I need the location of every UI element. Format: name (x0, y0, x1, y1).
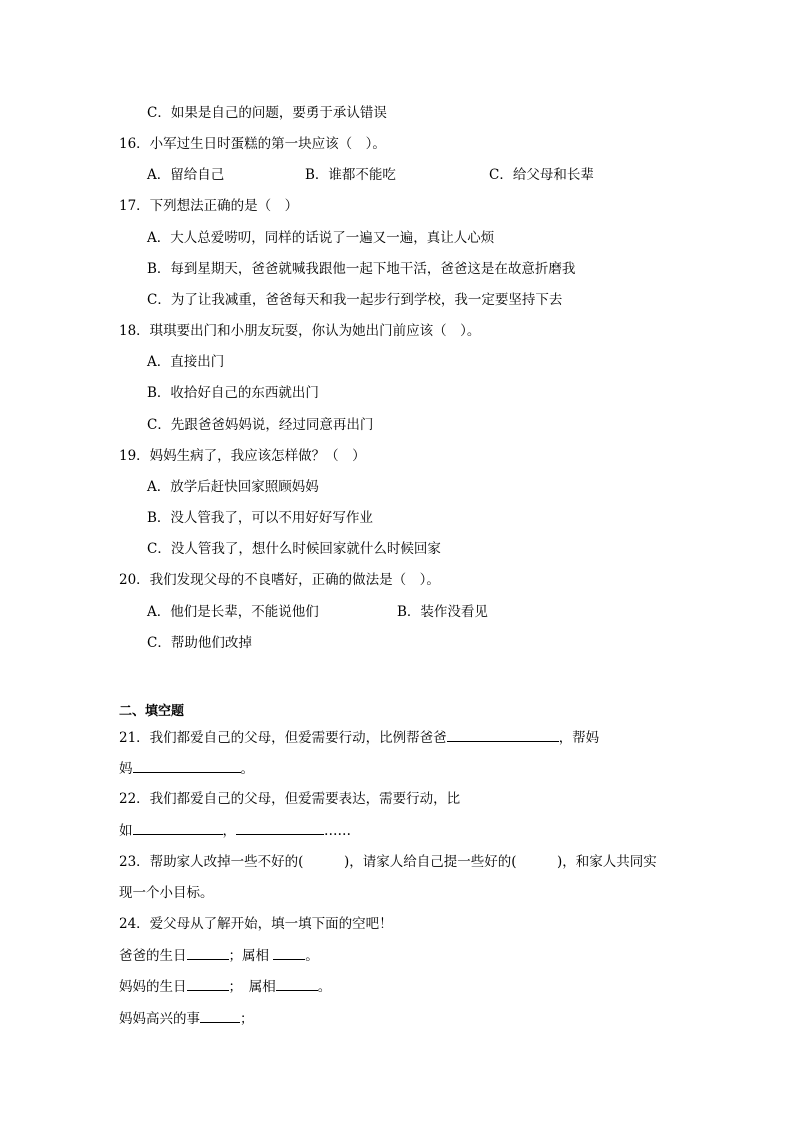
q24-mom-happy-end: ； (240, 1011, 254, 1027)
q24-mom-happy-label: 妈妈高兴的事 (119, 1011, 200, 1027)
q18-stem: 18．琪琪要出门和小朋友玩耍，你认为她出门前应该（ ）。 (119, 323, 481, 339)
q15-option-c: C．如果是自己的问题，要勇于承认错误 (147, 105, 387, 121)
q24-mom-birthday-label: 妈妈的生日 (119, 979, 187, 995)
q19-option-b: B．没人管我了，可以不用好好写作业 (147, 510, 373, 526)
q24-dad-line (119, 945, 319, 966)
q22-text-c: …… (324, 823, 351, 839)
q24-dad-end: 。 (305, 948, 319, 964)
q20-option-a: A．他们是长辈，不能说他们 (147, 604, 319, 620)
q16-option-a: A．留给自己 (147, 167, 225, 183)
q24-mom-line (119, 976, 331, 997)
q18-option-b: B．收拾好自己的东西就出门 (147, 385, 319, 401)
q19-stem: 19．妈妈生病了，我应该怎样做？（ ） (119, 448, 366, 464)
q20-option-b: B．装作没看见 (397, 604, 488, 620)
q24-mom-birthday-blank[interactable] (187, 976, 229, 991)
q21-text-d: 。 (240, 761, 254, 777)
q18-option-c: C．先跟爸爸妈妈说，经过同意再出门 (147, 417, 374, 433)
q21-text-a: 21．我们都爱自己的父母，但爱需要行动，比例帮爸爸 (119, 730, 447, 746)
q23-line2: 现一个小目标。 (119, 885, 214, 901)
q24-mom-happy-line (119, 1008, 254, 1029)
q24-mom-happy-blank[interactable] (200, 1008, 240, 1023)
q24-dad-zodiac-label: ；属相 (228, 948, 274, 964)
q24-dad-zodiac-blank[interactable] (273, 945, 305, 960)
q21-blank-dad[interactable] (447, 727, 559, 742)
q16-option-b: B．谁都不能吃 (305, 167, 396, 183)
q17-option-a: A．大人总爱唠叨，同样的话说了一遍又一遍，真让人心烦 (147, 230, 495, 246)
q16-option-c: C．给父母和长辈 (489, 167, 594, 183)
q24-dad-birthday-blank[interactable] (187, 945, 229, 960)
q19-option-a: A．放学后赶快回家照顾妈妈 (147, 479, 319, 495)
q24-dad-birthday-label: 爸爸的生日 (119, 948, 187, 964)
q21-text-c: 妈 (119, 761, 133, 777)
q21-text-b: ，帮妈 (558, 730, 600, 746)
q19-option-c: C．没人管我了，想什么时候回家就什么时候回家 (147, 541, 441, 557)
q22-blank-2[interactable] (236, 820, 324, 835)
q21-line1 (119, 727, 599, 748)
q20-option-c: C．帮助他们改掉 (147, 635, 252, 651)
q20-stem: 20．我们发现父母的不良嗜好，正确的做法是（ ）。 (119, 572, 440, 588)
q23-line1: 23．帮助家人改掉一些不好的( )，请家人给自己提一些好的( )，和家人共同实 (119, 854, 657, 870)
q21-blank-mom[interactable] (133, 758, 241, 773)
q17-option-c: C．为了让我减重，爸爸每天和我一起步行到学校，我一定要坚持下去 (147, 292, 563, 308)
q24-mom-zodiac-label: ； 属相 (228, 979, 276, 995)
q17-stem: 17．下列想法正确的是（ ） (119, 198, 299, 214)
q22-text-a: 如 (119, 823, 133, 839)
q22-line1: 22．我们都爱自己的父母，但爱需要表达，需要行动，比 (119, 791, 461, 807)
q22-text-b: ， (222, 823, 236, 839)
q17-option-b: B．每到星期天，爸爸就喊我跟他一起下地干活，爸爸这是在故意折磨我 (147, 261, 576, 277)
q24-mom-zodiac-blank[interactable] (276, 976, 318, 991)
q24-mom-end: 。 (317, 979, 332, 995)
q22-blank-1[interactable] (133, 820, 223, 835)
q24-stem: 24．爱父母从了解开始，填一填下面的空吧！ (119, 916, 393, 932)
section-title: 二、填空题 (119, 704, 185, 719)
q18-option-a: A．直接出门 (147, 354, 225, 370)
q16-stem: 16．小军过生日时蛋糕的第一块应该（ ）。 (119, 136, 386, 152)
q22-line2 (119, 820, 351, 841)
q21-line2 (119, 758, 254, 779)
